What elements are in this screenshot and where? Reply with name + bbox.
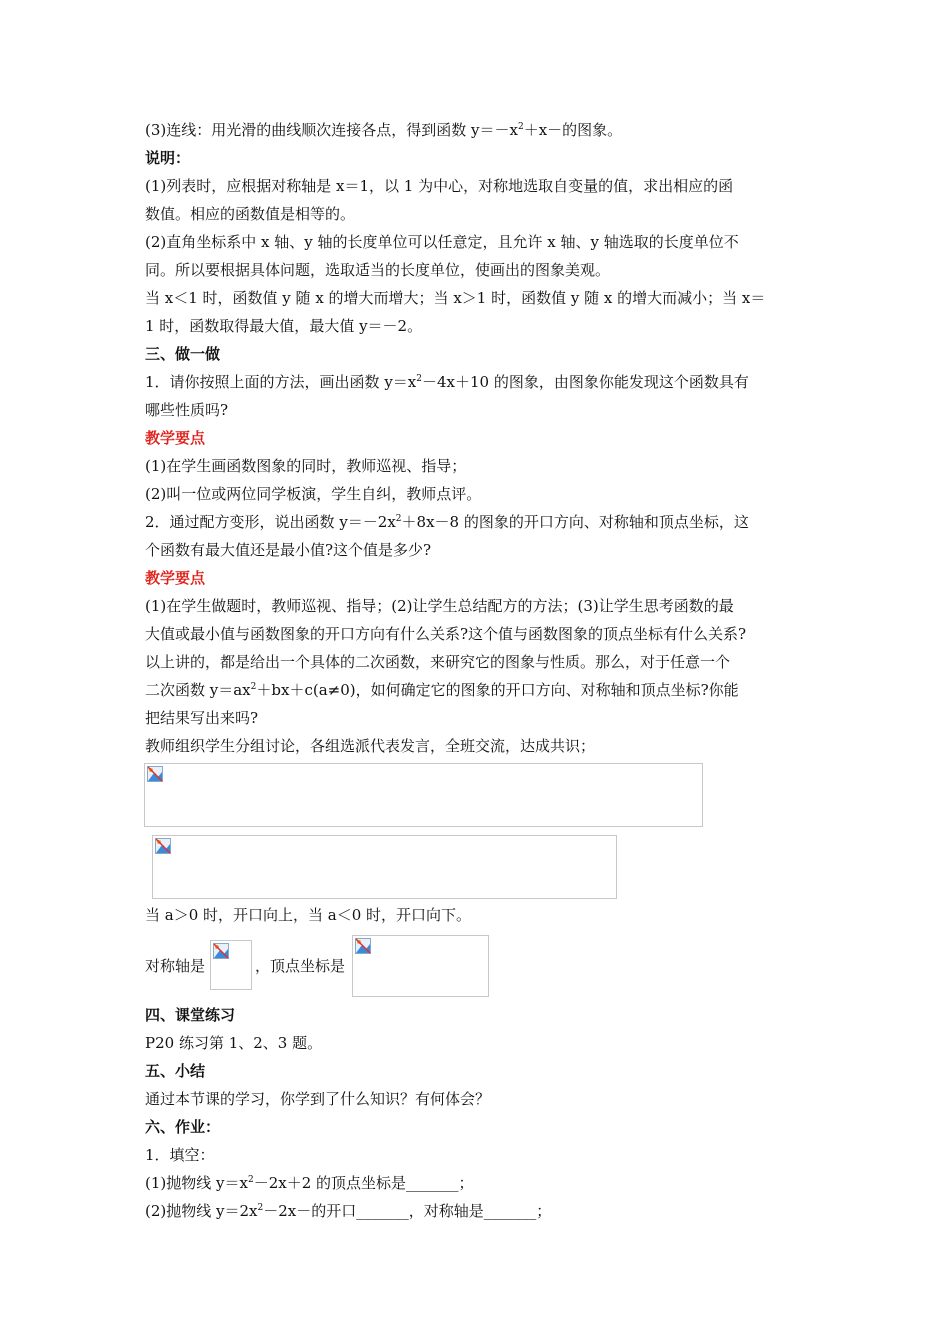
paragraph: 二次函数 $y=ax^2+bx+c(a\ne 0)$，如何确定它的图象的开口方向、对称轴和顶点坐标?你能 bbox=[145, 681, 739, 699]
axis-label: 对称轴是 bbox=[145, 957, 206, 975]
paragraph: 教师组织学生分组讨论，各组选派代表发言，全班交流，达成共识； bbox=[145, 737, 596, 755]
paragraph: 同。所以要根据具体问题，选取适当的长度单位，使画出的图象美观。 bbox=[145, 261, 611, 279]
paragraph: (2)叫一位或两位同学板演，学生自纠，教师点评。 bbox=[145, 485, 482, 503]
paragraph: 1．填空： bbox=[145, 1146, 215, 1164]
broken-image-icon bbox=[147, 766, 163, 782]
paragraph: (2)抛物线 $y=2x^2-2x-$的开口_______，对称轴是_______； bbox=[145, 1202, 552, 1220]
paragraph: 当 x＜1 时，函数值 y 随 x 的增大而增大；当 x＞1 时，函数值 y 随 x 的增大而减小；当 x＝ bbox=[145, 289, 766, 307]
paragraph: 数值。相应的函数值是相等的。 bbox=[145, 205, 356, 223]
vertex-label: ，顶点坐标是 bbox=[255, 957, 346, 975]
paragraph: (3)连线：用光滑的曲线顺次连接各点，得到函数 $y=-x^2+x-$的图象。 bbox=[145, 121, 623, 139]
document-body-continued bbox=[145, 1001, 815, 1225]
paragraph: 个函数有最大值还是最小值?这个值是多少? bbox=[145, 541, 432, 559]
paragraph: 当 a＞0 时，开口向上，当 a＜0 时，开口向下。 bbox=[145, 906, 472, 924]
teaching-key-points-heading: 教学要点 bbox=[145, 569, 206, 587]
paragraph: 通过本节课的学习，你学到了什么知识？有何体会？ bbox=[145, 1090, 491, 1108]
paragraph: 1 时，函数取得最大值，最大值 y＝－2。 bbox=[145, 317, 423, 335]
paragraph: P20 练习第 1、2、3 题。 bbox=[145, 1034, 323, 1052]
paragraph: 把结果写出来吗? bbox=[145, 709, 259, 727]
formula-image-placeholder bbox=[144, 763, 703, 827]
document-body bbox=[145, 116, 815, 760]
section-heading-6: 六、作业： bbox=[145, 1118, 221, 1136]
broken-image-icon bbox=[213, 943, 229, 959]
section-heading-5: 五、小结 bbox=[145, 1062, 206, 1080]
section-heading-4: 四、课堂练习 bbox=[145, 1006, 236, 1024]
paragraph: (2)直角坐标系中 x 轴、y 轴的长度单位可以任意定，且允许 x 轴、y 轴选取的长度单位不 bbox=[145, 233, 739, 251]
paragraph: (1)在学生画函数图象的同时，教师巡视、指导； bbox=[145, 457, 467, 475]
paragraph: 大值或最小值与函数图象的开口方向有什么关系?这个值与函数图象的顶点坐标有什么关系? bbox=[145, 625, 747, 643]
vertex-formula-image-placeholder bbox=[352, 935, 489, 997]
paragraph: (1)抛物线 $y=x^2-2x+2$ 的顶点坐标是_______； bbox=[145, 1174, 474, 1192]
formula-image-placeholder bbox=[152, 835, 617, 899]
broken-image-icon bbox=[155, 838, 171, 854]
section-heading-3: 三、做一做 bbox=[145, 345, 221, 363]
heading-explanation: 说明： bbox=[145, 149, 191, 167]
paragraph: 以上讲的，都是给出一个具体的二次函数，来研究它的图象与性质。那么，对于任意一个 bbox=[145, 653, 731, 671]
paragraph: (1)列表时，应根据对称轴是 x＝1，以 1 为中心，对称地选取自变量的值，求出相应的函 bbox=[145, 177, 734, 195]
axis-formula-image-placeholder bbox=[210, 940, 252, 990]
teaching-key-points-heading: 教学要点 bbox=[145, 429, 206, 447]
paragraph: 1．请你按照上面的方法，画出函数 $y=x^2-4x+10$ 的图象，由图象你能发现这个函数具有 bbox=[145, 373, 749, 391]
broken-image-icon bbox=[355, 938, 371, 954]
paragraph: 2．通过配方变形，说出函数 $y=-2x^2+8x-8$ 的图象的开口方向、对称轴和顶点坐标，这 bbox=[145, 513, 749, 531]
paragraph: (1)在学生做题时，教师巡视、指导；(2)让学生总结配方的方法；(3)让学生思考函数的最 bbox=[145, 597, 734, 615]
paragraph: 哪些性质吗? bbox=[145, 401, 229, 419]
